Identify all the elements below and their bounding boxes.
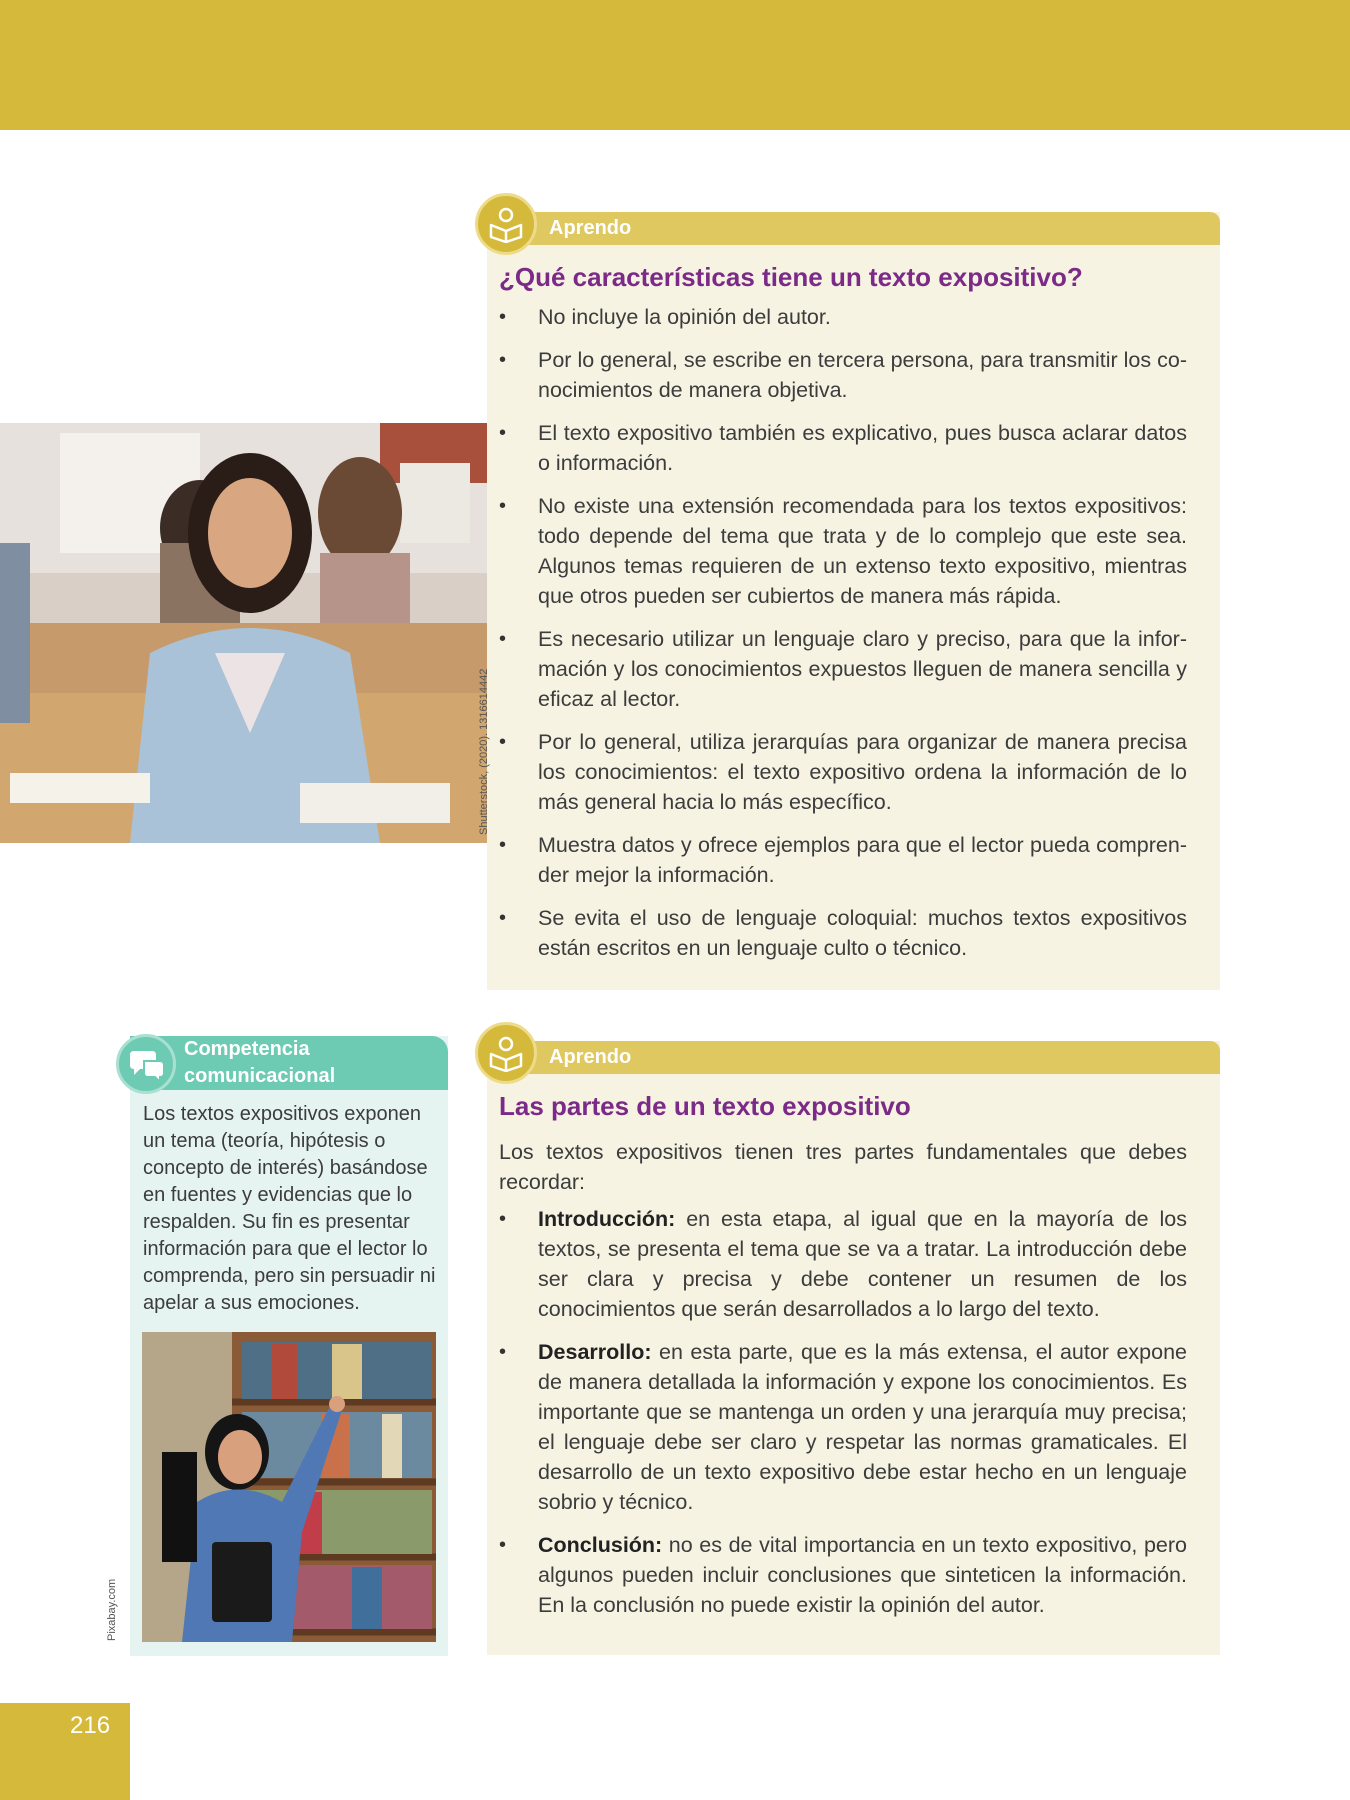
reader-book-icon bbox=[475, 193, 537, 255]
list-item: • Por lo general, se escribe en tercera persona, para transmitir los conocimientos de manera objetiva. bbox=[487, 345, 1187, 405]
term-introduccion: Introducción: bbox=[538, 1207, 676, 1231]
term-description: en esta parte, que es la más extensa, el autor expone de manera detallada la información y expone los conocimientos. Es importante que se mantenga un orden y una jerarquía muy precisa; el lenguaje debe ser claro y respetar las normas gramaticales. El desarrollo de un texto expositivo debe estar hecho en un lenguaje sobrio y técnico. bbox=[538, 1340, 1187, 1514]
term-description: en esta etapa, al igual que en la mayoría de los textos, se presenta el tema que se va a tratar. La introducción debe ser clara y precisa y debe contener un resumen de los conocimientos que serán desarrollados a lo largo del texto. bbox=[538, 1207, 1187, 1321]
aprendo-header-bar bbox=[487, 212, 1220, 245]
parts-list bbox=[487, 1204, 1187, 1633]
list-item: • No existe una extensión recomendada para los textos expositivos: todo depende del tema que trata y de lo complejo que este sea. Algunos temas requieren de un extenso texto expositivo, mientras que otros pueden ser cubiertos de manera más rápida. bbox=[487, 491, 1187, 611]
girl-bookshelf-photo bbox=[142, 1332, 436, 1642]
list-item: • Muestra datos y ofrece ejemplos para que el lector pueda comprender mejor la información. bbox=[487, 830, 1187, 890]
list-item: • Por lo general, utiliza jerarquías para organizar de manera precisa los conocimientos: el texto expositivo ordena la información de lo más general hacia lo más específico. bbox=[487, 727, 1187, 817]
list-item bbox=[487, 1337, 1187, 1517]
student-smiling-photo bbox=[0, 423, 487, 843]
speech-bubbles-icon bbox=[116, 1034, 176, 1094]
photo-credit: Pixabay.com bbox=[106, 1578, 118, 1641]
top-color-band bbox=[0, 0, 1350, 130]
competencia-title bbox=[184, 1036, 335, 1090]
characteristics-list bbox=[487, 302, 1187, 976]
list-item: • Es necesario utilizar un lenguaje claro y preciso, para que la información y los conocimientos expuestos lleguen de manera sencilla y eficaz al lector. bbox=[487, 624, 1187, 714]
term-desarrollo: Desarrollo: bbox=[538, 1340, 652, 1364]
competencia-title-line2: comunicacional bbox=[184, 1065, 336, 1087]
list-item: • No incluye la opinión del autor. bbox=[487, 302, 1187, 332]
aprendo-label: Aprendo bbox=[549, 217, 632, 239]
aprendo-header-bar bbox=[487, 1041, 1220, 1074]
competencia-text: Los textos expositivos exponen un tema (teoría, hipótesis o concepto de interés) basándose en fuentes y evidencias que lo respalden. Su fin es presentar información para que el lector lo comprenda, pero sin persuadir ni apelar a sus emociones. bbox=[143, 1103, 436, 1314]
section-intro: Los textos expositivos tienen tres partes fundamentales que debes recordar: bbox=[499, 1140, 1187, 1194]
list-item: • El texto expositivo también es explicativo, pues busca aclarar datos o información. bbox=[487, 418, 1187, 478]
term-conclusion: Conclusión: bbox=[538, 1533, 663, 1557]
term-description: no es de vital importancia en un texto expositivo, pero algunos pueden incluir conclusiones que sinteticen la información. En la conclusión no puede existir la opinión del autor. bbox=[538, 1533, 1187, 1617]
page-number-tab bbox=[0, 1703, 130, 1800]
list-item: • Se evita el uso de lenguaje coloquial: muchos textos expositivos están escritos en un lenguaje culto o técnico. bbox=[487, 903, 1187, 963]
page-number: 216 bbox=[70, 1712, 111, 1739]
aprendo-label: Aprendo bbox=[549, 1046, 632, 1068]
competencia-title-line1: Competencia bbox=[184, 1038, 310, 1060]
reader-book-icon bbox=[475, 1022, 537, 1084]
list-item bbox=[487, 1204, 1187, 1324]
section-title: ¿Qué características tiene un texto expositivo? bbox=[499, 262, 1083, 292]
aprendo-box-parts bbox=[487, 1041, 1220, 1655]
aprendo-box-characteristics bbox=[487, 212, 1220, 990]
section-title: Las partes de un texto expositivo bbox=[499, 1091, 911, 1121]
list-item bbox=[487, 1530, 1187, 1620]
photo-credit: Shutterstock, (2020). 1316614442 bbox=[478, 668, 490, 835]
